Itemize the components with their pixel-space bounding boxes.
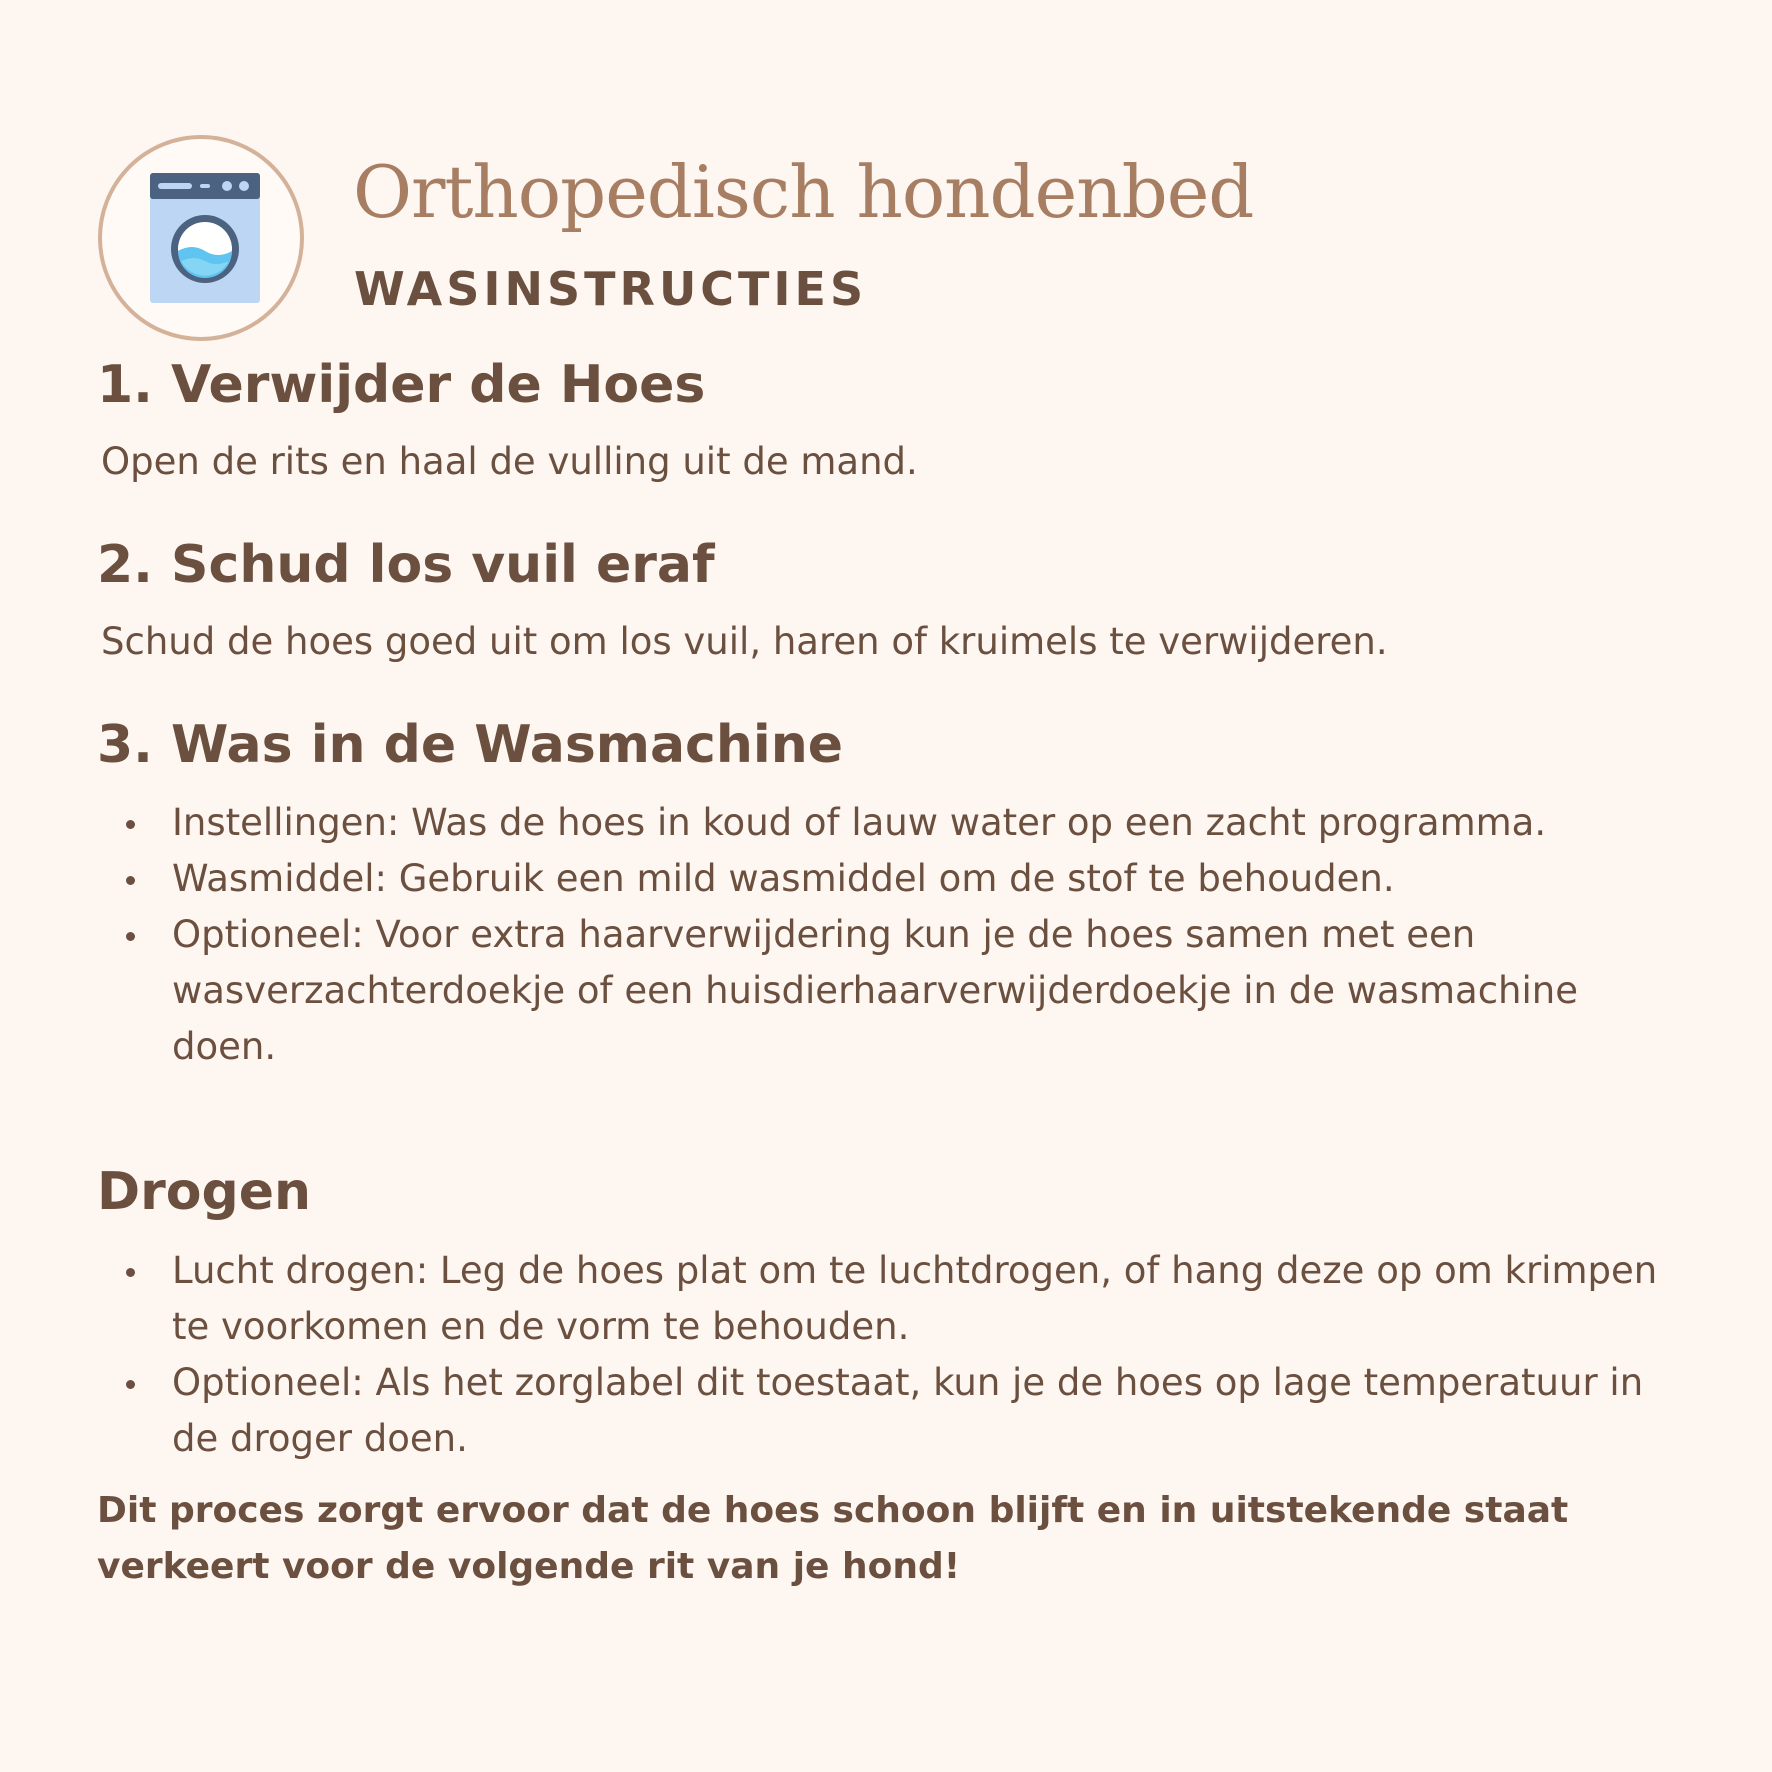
- section-heading-remove-cover: 1. Verwijder de Hoes: [97, 355, 706, 415]
- section-heading-washing-machine: 3. Was in de Wasmachine: [97, 715, 844, 775]
- section-heading-shake-dirt: 2. Schud los vuil eraf: [97, 535, 715, 595]
- page-subtitle: WASINSTRUCTIES: [354, 262, 868, 316]
- list-item: Optioneel: Als het zorglabel dit toestaat, kun je de hoes op lage temperatuur in de droger doen.: [120, 1355, 1680, 1467]
- section-heading-drying: Drogen: [97, 1162, 312, 1222]
- drying-list: [120, 1243, 1680, 1467]
- list-item: Wasmiddel: Gebruik een mild wasmiddel om de stof te behouden.: [120, 851, 1680, 907]
- icon-badge: [98, 135, 304, 341]
- page-title: Orthopedisch hondenbed: [353, 150, 1254, 234]
- closing-note: Dit proces zorgt ervoor dat de hoes schoon blijft en in uitstekende staat verkeert voor de volgende rit van je hond!: [97, 1490, 1569, 1587]
- washing-list: [120, 795, 1680, 1075]
- list-item: Optioneel: Voor extra haarverwijdering kun je de hoes samen met een wasverzachterdoekje of een huisdierhaarverwijderdoekje in de wasmachine doen.: [120, 907, 1680, 1075]
- section-text-shake-dirt: Schud de hoes goed uit om los vuil, haren of kruimels te verwijderen.: [101, 620, 1388, 663]
- washing-machine-icon: [150, 173, 260, 303]
- list-item: Lucht drogen: Leg de hoes plat om te luchtdrogen, of hang deze op om krimpen te voorkomen en de vorm te behouden.: [120, 1243, 1680, 1355]
- section-text-remove-cover: Open de rits en haal de vulling uit de mand.: [101, 440, 918, 483]
- list-item: Instellingen: Was de hoes in koud of lauw water op een zacht programma.: [120, 795, 1680, 851]
